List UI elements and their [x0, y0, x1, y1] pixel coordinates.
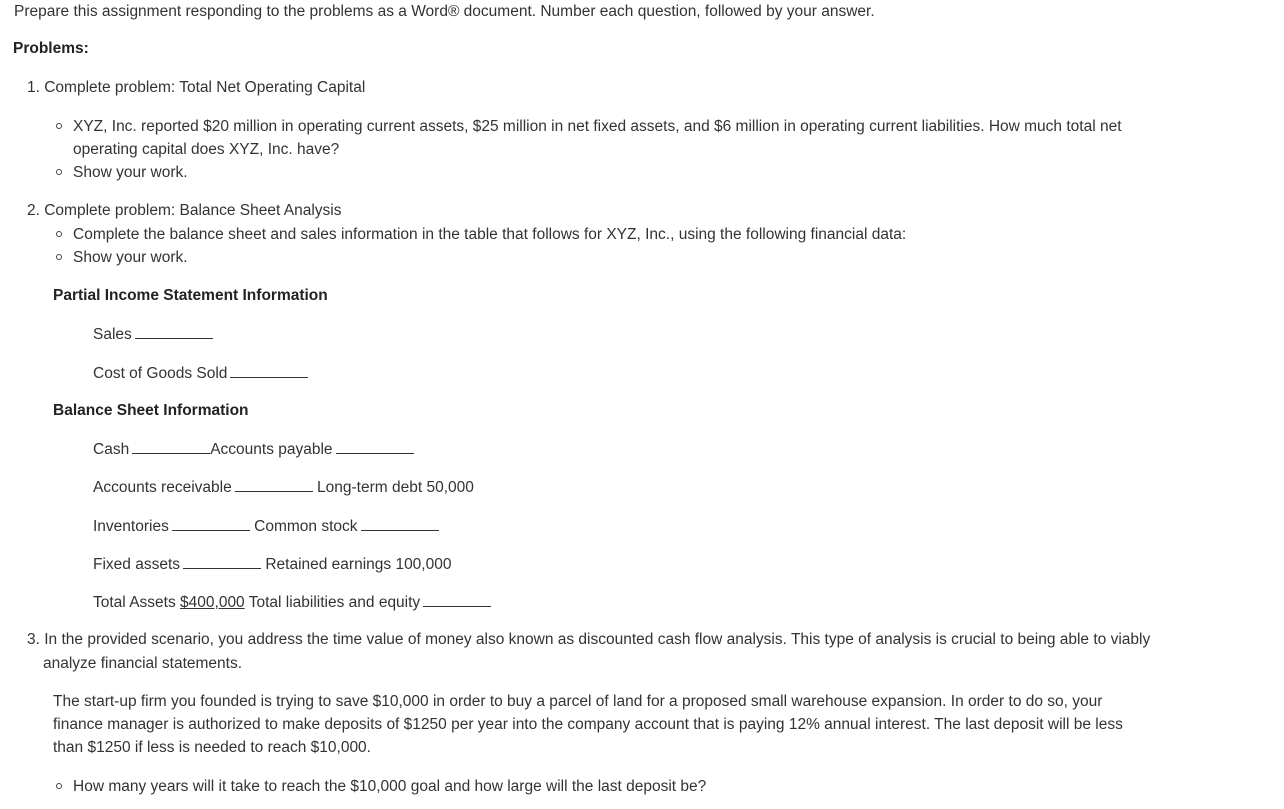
q3-bullet-1: [73, 777, 706, 797]
bullet-icon: [56, 123, 62, 129]
common-stock-blank: [361, 516, 439, 531]
bullet-icon: [56, 783, 62, 789]
long-term-debt-label: Long-term debt 50,000: [317, 479, 474, 496]
q1-bullet-1-line-1: XYZ, Inc. reported $20 million in operating current assets, $25 million in net fixed assets, and $6 million in operating current liabilities. How much total net: [73, 118, 1122, 135]
accounts-receivable-row: [93, 477, 474, 498]
sales-label: Sales: [93, 326, 132, 343]
sales-row: [93, 324, 213, 345]
bullet-icon: [56, 169, 62, 175]
cogs-label: Cost of Goods Sold: [93, 365, 228, 382]
total-liabilities-label: Total liabilities and equity: [248, 594, 421, 611]
bullet-icon: [56, 231, 62, 237]
accounts-receivable-label: Accounts receivable: [93, 479, 232, 496]
cash-label: Cash: [93, 441, 130, 458]
cogs-blank: [230, 363, 308, 378]
balance-sheet-heading: Balance Sheet Information: [53, 402, 249, 419]
q3-bullet-1-text: How many years will it take to reach the $10,000 goal and how large will the last deposit be?: [73, 778, 707, 795]
q2-bullet-1-text: Complete the balance sheet and sales information in the table that follows for XYZ, Inc., using the following financial data:: [73, 226, 907, 243]
q2-bullet-2-text: Show your work.: [73, 249, 188, 266]
bullet-icon: [56, 254, 62, 260]
q1-bullet-1-line-2: operating capital does XYZ, Inc. have?: [73, 141, 340, 158]
fixed-assets-blank: [183, 554, 261, 569]
accounts-payable-label: Accounts payable: [210, 441, 333, 458]
inventories-label: Inventories: [93, 518, 169, 535]
cash-row: [93, 439, 414, 460]
q3-paragraph-line-1: The start-up firm you founded is trying to save $10,000 in order to buy a parcel of land for a proposed small warehouse expansion. In order to do so, your: [53, 693, 1103, 710]
problems-heading: Problems:: [13, 40, 89, 57]
inventories-row: [93, 516, 439, 537]
q3-line-1: 3. In the provided scenario, you address the time value of money also known as discounted cash flow analysis. This type of analysis is crucial to being able to viably: [27, 631, 1151, 648]
q2-title: 2. Complete problem: Balance Sheet Analysis: [27, 202, 342, 219]
accounts-receivable-blank: [235, 477, 313, 492]
intro-text: Prepare this assignment responding to the problems as a Word® document. Number each question, followed by your answer.: [14, 3, 875, 20]
fixed-assets-label: Fixed assets: [93, 556, 181, 573]
total-assets-value: $400,000: [180, 594, 245, 611]
cash-blank: [132, 439, 210, 454]
q2-bullet-2: [73, 248, 188, 268]
income-statement-heading: Partial Income Statement Information: [53, 287, 328, 304]
cogs-row: [93, 363, 308, 384]
inventories-blank: [172, 516, 250, 531]
q1-bullet-2: [73, 163, 188, 183]
common-stock-label: Common stock: [254, 518, 358, 535]
accounts-payable-blank: [336, 439, 414, 454]
q1-bullet-2-text: Show your work.: [73, 164, 188, 181]
total-assets-row: [93, 592, 491, 613]
q1-bullet-1: [73, 117, 1122, 137]
retained-earnings-label: Retained earnings 100,000: [265, 556, 452, 573]
q2-bullet-1: [73, 225, 906, 245]
q3-line-2: analyze financial statements.: [43, 655, 243, 672]
q3-paragraph-line-3: than $1250 if less is needed to reach $10,000.: [53, 739, 371, 756]
q3-paragraph-line-2: finance manager is authorized to make deposits of $1250 per year into the company account that is paying 12% annual interest. The last deposit will be less: [53, 716, 1123, 733]
total-liabilities-blank: [423, 592, 491, 607]
q1-title: 1. Complete problem: Total Net Operating Capital: [27, 79, 366, 96]
fixed-assets-row: [93, 554, 451, 575]
total-assets-label: Total Assets: [93, 594, 176, 611]
sales-blank: [135, 324, 213, 339]
